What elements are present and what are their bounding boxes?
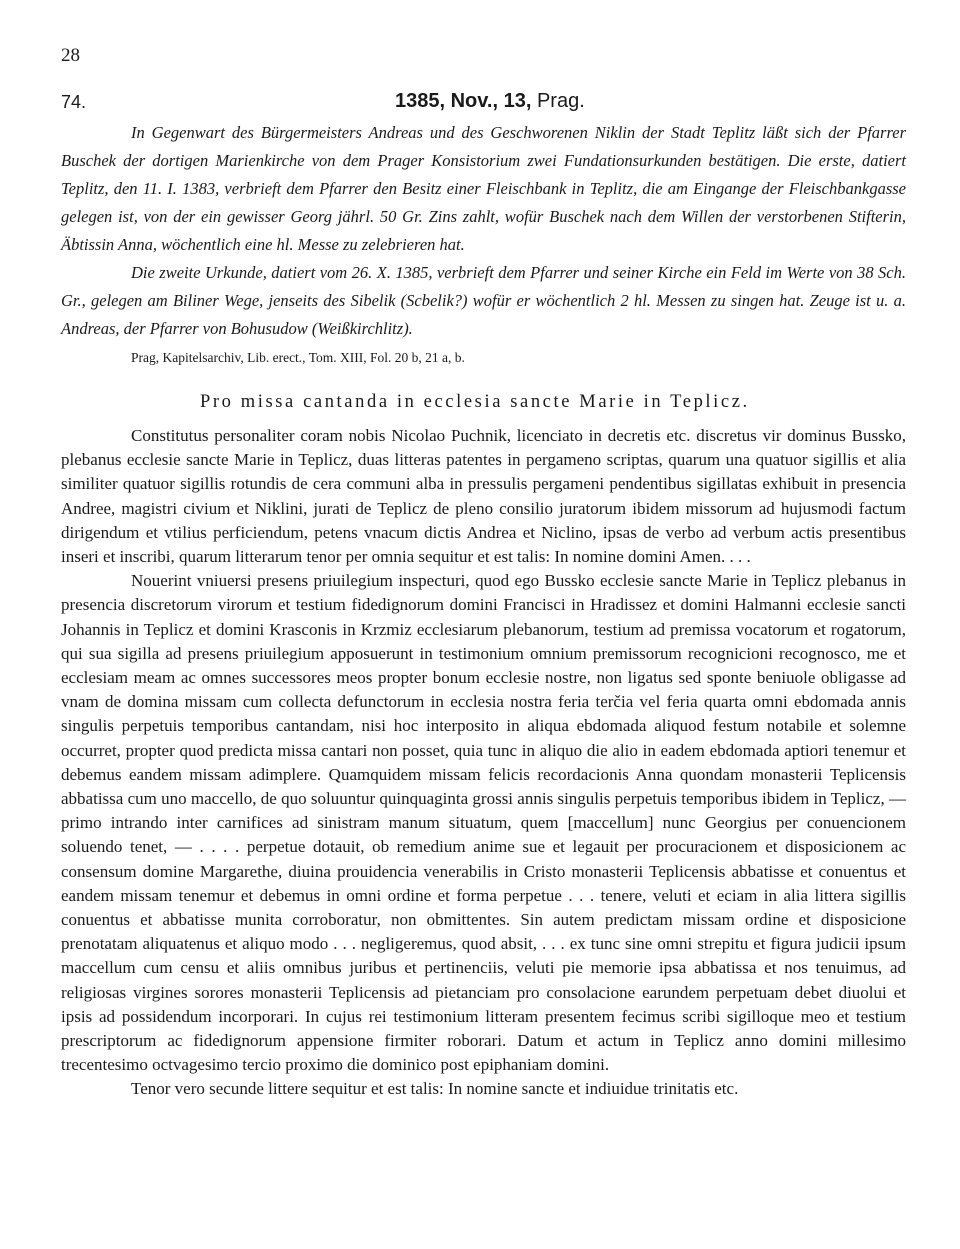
text-paragraph: Constitutus personaliter coram nobis Nicolao Puchnik, licenciato in decretis etc. discretus vir dominus Bussko, plebanus ecclesie sancte Marie in Teplicz, duas litteras patentes in pergameno scriptas, quarum una quatuor sigillis et alia similiter quatuor sigillis rotundis de cera communi alba in pressulis pergameni pendentibus sigillatas exhibuit in presencia Andree, magistri civium et Niklini, jurati de Teplicz de pleno consilio juratorum ibidem missorum ad hujusmodi factum dirigendum et vtilius perficiendum, petens vnacum dictis Andrea et Niclino, ipsas de verbo ad verbum actis presentibus inseri et inscribi, quarum litterarum tenor per omnia sequitur et est talis: In nomine domini Amen. . . . xyxy=(61,426,906,567)
text-paragraph: Nouerint vniuersi presens priuilegium inspecturi, quod ego Bussko ecclesie sancte Marie in Teplicz plebanus in presencia discretorum virorum et testium fidedignorum domini Francisci in Hradissez et domini Halmanni ecclesie sancti Johannis in Teplicz et domini Krasconis in Krzmiz ecclesiarum plebanorum, testium ad premissa vocatorum et rogatorum, qui sua sigilla ad presens priuilegium apposuerunt in testimonium omnium premissorum recognicioni recognosco, me et ecclesiam meam ac omnes successores meos propter bonum ecclesie nostre, non ligatus sed sponte beniuole obligasse ad vnam de domina missam cum collecta defunctorum in ecclesia nostra feria terčia vel feria quarta omni ebdomada annis singulis perpetuis temporibus cantandam, nisi hoc interposito in aliqua ebdomada aliquod festum notabile et solemne occurret, propter quod predicta missa cantari non posset, quia tunc in aliquo die alio in eadem ebdomada aptiori tenemur et debemus eandem missam adimplere. Quamquidem missam felicis recordacionis Anna quondam monasterii Teplicensis abbatissa cum uno maccello, de quo soluuntur quinquaginta grossi annis singulis perpetuis temporibus ibidem in Teplicz, — primo intrando inter carnifices ad sinistram manum situatum, quem [maccellum] nunc Georgius per conuencionem soluendo tenet, — . . . . perpetue dotauit, ob remedium anime sue et legauit per procuracionem et disposicionem ac consensum domine Margarethe, diuina prouidencia venerabilis in Cristo monasterii Teplicensis abbatisse et conuentus et eandem missam tenemur et debemus in omni ordine et forma perpetue . . . tenere, veluti et eciam in alia littera sigillis conuentus et abbatisse munita corroboratur, non obmittentes. Sin autem predictam missam ordine et disposicione prenotatam aliquatenus et aliquo modo . . . negligeremus, quod absit, . . . ex tunc sine omni strepitu et figura judicii ipsum maccellum cum censu et aliis omnibus juribus et pertinenciis, veluti pie memorie ipsa abbatissa et nos tenuimus, ad religiosas virgines sorores monasterii Teplicensis ad pietanciam pro consolacione earundem perpetuam debet diuolui et ipsis ad possidendum incorporari. In cujus rei testimonium litteram presentem fecimus scribi sigilloque meo et testium prescriptorum ac fidedignorum appensione firmiter roborari. Datum et actum in Teplicz anno domini millesimo trecentesimo octvagesimo tercio proximo die dominico post epiphaniam domini. xyxy=(61,571,906,1075)
document-number: 74. xyxy=(61,92,87,112)
latin-text xyxy=(61,424,906,1102)
rubric-title: Pro missa cantanda in ecclesia sancte Marie in Teplicz. xyxy=(200,392,750,412)
regest-summary xyxy=(61,119,906,343)
regest-paragraph: Die zweite Urkunde, datiert vom 26. X. 1385, verbrieft dem Pfarrer und seiner Kirche ein Feld im Werte von 38 Sch. Gr., gelegen am Biliner Wege, jenseits des Sibelik (Scbelik?) wofür er wöchentlich 2 hl. Messen zu singen hat. Zeuge ist u. a. Andreas, der Pfarrer von Bohusudow (Weißkirchlitz). xyxy=(61,263,906,338)
regest-paragraph: In Gegenwart des Bürgermeisters Andreas und des Geschworenen Niklin der Stadt Teplitz läßt sich der Pfarrer Buschek der dortigen Marienkirche von dem Prager Konsistorium zwei Fundationsurkunden bestätigen. Die erste, datiert Teplitz, den 11. I. 1383, verbrieft dem Pfarrer den Besitz einer Fleischbank in Teplitz, die am Eingange der Fleischbankgasse gelegen ist, von der ein gewisser Georg jährl. 50 Gr. Zins zahlt, wofür Buschek nach dem Willen der verstorbenen Stifterin, Äbtissin Anna, wöchentlich eine hl. Messe zu zelebrieren hat. xyxy=(61,123,906,254)
page-number: 28 xyxy=(61,45,80,66)
text-paragraph: Tenor vero secunde littere sequitur et est talis: In nomine sancte et indiuidue trinitatis etc. xyxy=(131,1079,739,1099)
document-place: Prag. xyxy=(536,90,585,112)
document-heading xyxy=(395,90,585,113)
source-citation: Prag, Kapitelsarchiv, Lib. erect., Tom. XIII, Fol. 20 b, 21 a, b. xyxy=(131,350,465,365)
document-date: 1385, Nov., 13, xyxy=(395,90,532,112)
